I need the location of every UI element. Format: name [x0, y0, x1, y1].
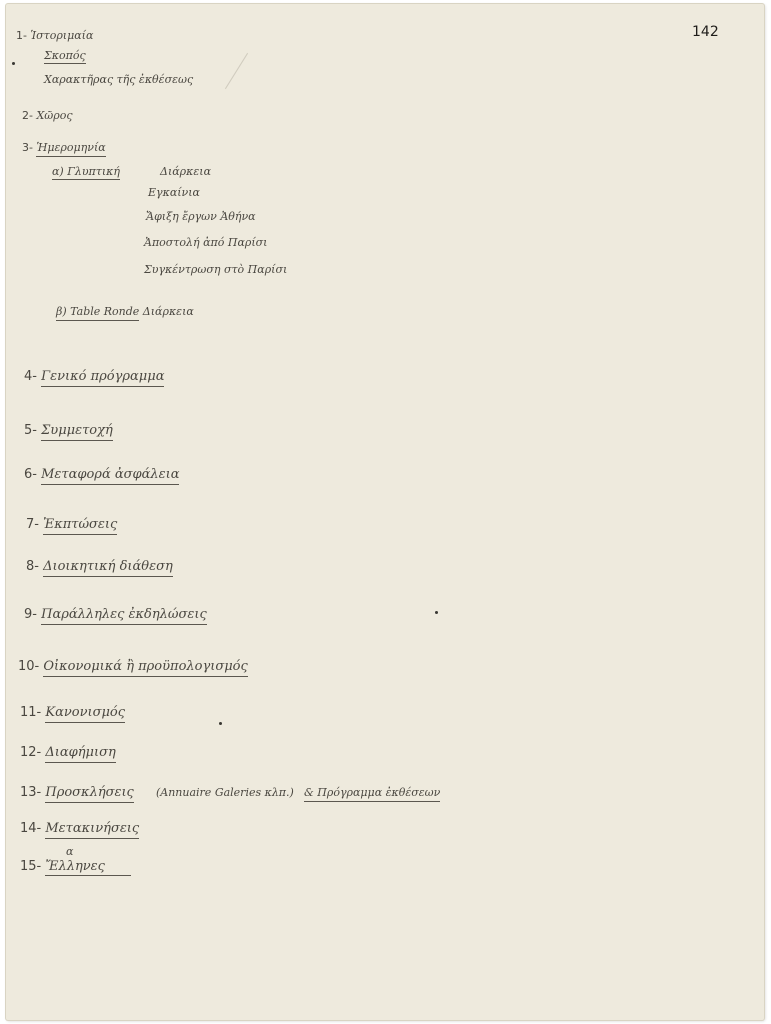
list-item-15: [20, 860, 131, 876]
item-number: 2-: [22, 109, 33, 122]
item-title: Μεταφορά ἀσφάλεια: [41, 467, 179, 485]
list-item-8: [26, 560, 173, 573]
list-item-12: [20, 746, 116, 759]
item-number: 7-: [26, 517, 39, 532]
item-number: 6-: [24, 467, 37, 482]
item-title: Μετακινήσεις: [45, 821, 139, 839]
subsection-a-entry: Συγκέντρωση στὸ Παρίσι: [144, 263, 288, 276]
item-number: 12-: [20, 745, 42, 760]
subsection-b-label: β) Table Ronde: [56, 305, 139, 321]
list-item-10: [18, 660, 248, 673]
item-number: 13-: [20, 785, 42, 800]
subsection-b: [56, 306, 194, 317]
item-number: 14-: [20, 821, 42, 836]
list-item-1: [16, 30, 93, 41]
item-number: 15-: [20, 859, 42, 874]
item-number: 5-: [24, 423, 37, 438]
subsection-b-entry: Διάρκεια: [142, 305, 194, 318]
list-item-11: [20, 706, 125, 719]
item-title: Διαφήμιση: [45, 745, 115, 763]
list-item-3: [22, 142, 106, 153]
ink-dot: [12, 62, 15, 65]
item-title: Παράλληλες ἐκδηλώσεις: [41, 607, 207, 625]
ink-dot: [435, 611, 438, 614]
item-number: 4-: [24, 369, 37, 384]
item-number: 3-: [22, 141, 33, 154]
item-number: 9-: [24, 607, 37, 622]
item-title: Ἐκπτώσεις: [43, 517, 117, 535]
superscript-mark: α: [66, 845, 74, 858]
page-number: 142: [692, 24, 719, 40]
subsection-a-entry: Εγκαίνια: [148, 186, 200, 199]
list-item-7: [26, 518, 117, 531]
item-number: 1-: [16, 29, 27, 42]
item-title: Ἱστοριμαία: [30, 29, 94, 42]
item-number: 8-: [26, 559, 39, 574]
item-note-2: & Πρόγραμμα ἐκθέσεων: [304, 786, 440, 802]
list-item-14: [20, 822, 139, 835]
subsection-a-entry: Ἀποστολή ἀπό Παρίσι: [144, 236, 268, 249]
item-number: 10-: [18, 659, 40, 674]
list-item-5: [24, 424, 113, 437]
item-title: Προσκλήσεις: [45, 785, 133, 803]
item-subpoint: Χαρακτῆρας τῆς ἐκθέσεως: [44, 73, 194, 86]
item-number: 11-: [20, 705, 42, 720]
list-item-2: [22, 110, 73, 121]
list-item-9: [24, 608, 207, 621]
item-title: Συμμετοχή: [41, 423, 113, 441]
item-title: Κανονισμός: [45, 705, 125, 723]
item-title: Χῶρος: [36, 109, 73, 122]
item-note: (Annuaire Galeries κλπ.): [155, 786, 294, 799]
subsection-a-label: α) Γλυπτική: [52, 165, 120, 178]
list-item-4: [24, 370, 164, 383]
ink-dot: [219, 722, 222, 725]
item-title: Διοικητική διάθεση: [43, 559, 173, 577]
list-item-6: [24, 468, 179, 481]
item-title: Ἡμερομηνία: [36, 141, 105, 157]
item-title: Οἰκονομικά ἢ προϋπολογισμός: [43, 659, 247, 677]
subsection-a-entry: Ἄφιξη ἔργων Ἀθήνα: [146, 210, 256, 223]
item-subpoint: Σκοπός: [44, 49, 86, 62]
subsection-a-entry: Διάρκεια: [160, 165, 212, 178]
item-title: Γενικό πρόγραμμα: [41, 369, 164, 387]
item-title: Ἔλληνες: [45, 860, 131, 876]
list-item-13: [20, 786, 440, 799]
